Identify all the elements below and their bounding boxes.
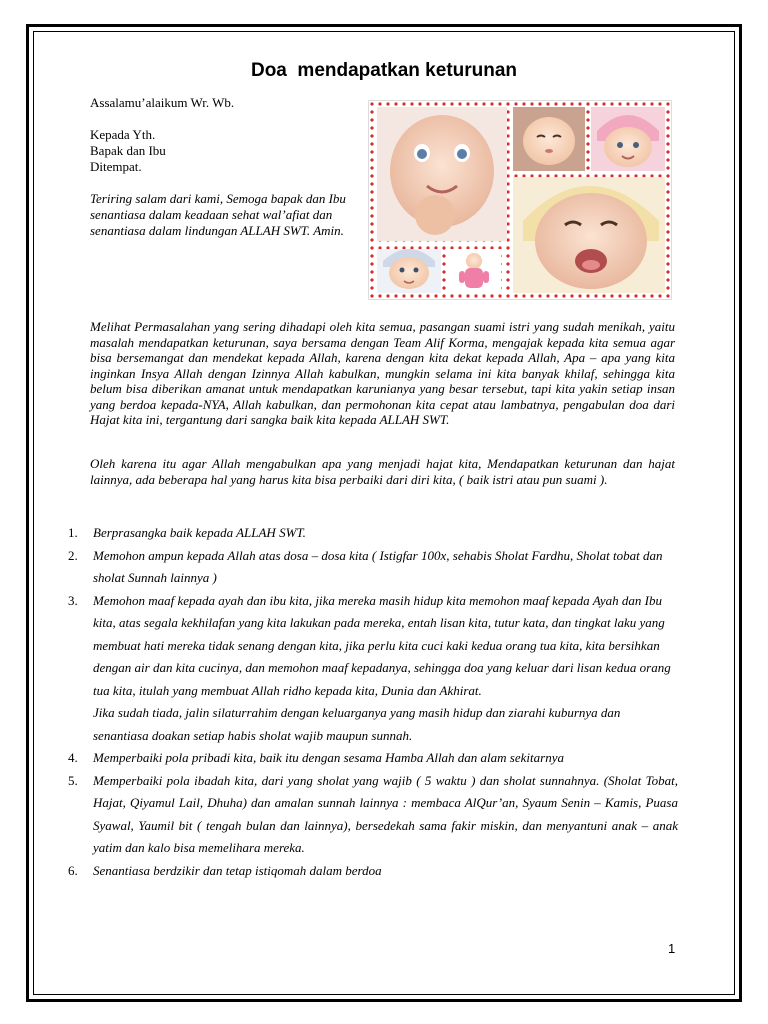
list-item: [68, 522, 678, 545]
list-item: [68, 770, 678, 860]
list-number: 6.: [68, 862, 78, 878]
list-item: [68, 590, 678, 748]
collage-image: [369, 101, 671, 299]
list-item: [68, 545, 678, 590]
list-item: [68, 860, 678, 883]
baby-photo-6: [447, 249, 501, 293]
list-number: 4.: [68, 750, 78, 765]
page-number: 1: [668, 941, 676, 956]
list-text-extra: Jika sudah tiada, jalin silaturrahim dengan keluarganya yang masih hidup dan ziarahi kuburnya dan senantiasa doakan setiap habis sholat wajib maupun sunnah.: [93, 705, 621, 743]
list-number: 1.: [68, 525, 78, 540]
baby-photo-3: [591, 107, 665, 171]
recipient-line-1: Kepada Yth.: [90, 127, 156, 142]
list-text: Berprasangka baik kepada ALLAH SWT.: [93, 525, 306, 540]
recipient-line-2: Bapak dan Ibu: [90, 143, 166, 158]
document-title: Doa mendapatkan keturunan: [250, 60, 518, 81]
wish-paragraph: Teriring salam dari kami, Semoga bapak dan Ibu senantiasa dalam keadaan sehat wal’afiat dan senantiasa dalam lindungan ALLAH SWT. Amin.: [90, 191, 346, 238]
baby-photos-collage: [368, 100, 672, 300]
list-text: Memperbaiki pola pribadi kita, baik itu dengan sesama Hamba Allah dan alam sekitarnya: [93, 750, 564, 765]
list-text: Memohon maaf kepada ayah dan ibu kita, jika mereka masih hidup kita memohon maaf kepada Ayah dan Ibu kita, atas segala kekhilafan yang kita lakukan pada mereka, entah lisan kita, tutur kata, dan tingkat laku yang membuat hati mereka tidak senang dengan kita, jika perlu kita cuci kaki kedua orang tua kita, kita bersihkan dengan air dan kita cucinya, dan memohon maaf kepadanya, sehingga doa yang keluar dari lisan kedua orang tua kita, itulah yang membuat Allah ridho kepada kita, Dunia dan Akhirat.: [93, 592, 671, 698]
list-text: Memperbaiki pola ibadah kita, dari yang sholat yang wajib ( 5 waktu ) dan sholat sunnahnya. (Sholat Tobat, Hajat, Qiyamul Lail, Dhuha) dan amalan sunnah lainnya : membaca AlQur’an, Syaum Senin – Kamis, Puasa Syawal, Yaumil bit ( tengah bulan dan lainnya), bersedekah sama fakir miskin, dan menyantuni anak – anak yatim dan kalo bisa memelihara mereka.: [93, 772, 678, 855]
list-text: Senantiasa berdzikir dan tetap istiqomah dalam berdoa: [93, 862, 382, 878]
baby-photo-5: [377, 249, 441, 293]
list-text: Memohon ampun kepada Allah atas dosa – dosa kita ( Istigfar 100x, sehabis Sholat Fardhu, Sholat tobat dan sholat Sunnah lainnya ): [93, 547, 663, 585]
baby-photo-2: [513, 107, 585, 171]
list-number: 3.: [68, 592, 78, 608]
advice-list: [68, 522, 678, 882]
list-item: [68, 747, 678, 770]
recipient-line-3: Ditempat.: [90, 159, 142, 174]
list-number: 5.: [68, 772, 78, 788]
salam-line: Assalamu’alaikum Wr. Wb.: [90, 95, 235, 110]
list-number: 2.: [68, 547, 78, 563]
intro-paragraph: Melihat Permasalahan yang sering dihadapi oleh kita semua, pasangan suami istri yang sudah menikah, yaitu masalah mendapatkan keturunan, saya bersama dengan Team Alif Korma, mengajak kepada kita semua agar bisa bersemangat dan mendekat kepada Allah, karena dengan kita dekat kepada Allah, Apa – apa yang kita inginkan Insya Allah dengan Izinnya Allah kabulkan, mungkin selama ini kita banyak khilaf, sehingga kita belum bisa diberikan amanat untuk mendapatkan karunianya yang besar tersebut, tapi kita yakin setiap insan yang berdoa kepada-NYA, Allah kabulkan, dan permohonan kita cepat atau lambatnya, pengabulan doa dari Hajat kita ini, tergantung dari sangka baik kita kepada ALLAH SWT.: [90, 319, 675, 427]
greeting-block: [90, 95, 360, 239]
reason-paragraph: Oleh karena itu agar Allah mengabulkan apa yang menjadi hajat kita, Mendapatkan keturunan dan hajat lainnya, ada beberapa hal yang harus kita bisa perbaiki dari diri kita, ( baik istri atau pun suami ).: [90, 456, 675, 487]
baby-photo-4: [513, 177, 665, 293]
baby-photo-1: [377, 107, 507, 241]
